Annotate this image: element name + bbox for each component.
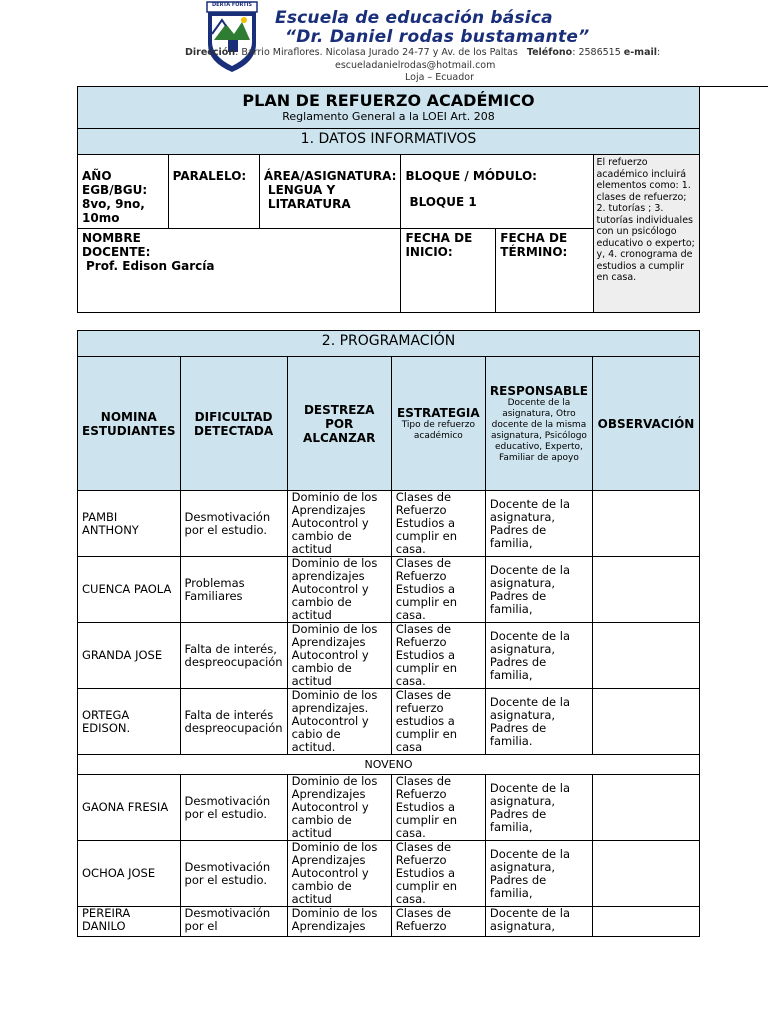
estrategia-cell: Clases de Refuerzo Estudios a cumplir en casa. <box>391 557 485 623</box>
paralelo-cell <box>168 155 259 229</box>
dificultad-cell: Problemas Familiares <box>180 557 287 623</box>
destreza-cell: Dominio de los aprendizajes Autocontrol y cambio de actitud <box>287 557 391 623</box>
dificultad-cell: Desmotivación por el estudio. <box>180 775 287 841</box>
table-row <box>78 907 700 937</box>
table-row <box>78 841 700 907</box>
plan-subtitle: Reglamento General a la LOEI Art. 208 <box>282 110 495 123</box>
responsable-cell: Docente de la asignatura, Padres de familia, <box>485 623 592 689</box>
student-name: ORTEGA EDISON. <box>78 689 181 755</box>
col-estrategia-sub: Tipo de refuerzo académico <box>401 419 475 441</box>
observacion-cell <box>592 623 699 689</box>
address-label: Dirección <box>185 47 236 58</box>
col-dificultad: DIFICULTAD DETECTADA <box>180 357 287 491</box>
responsable-cell: Docente de la asignatura, Padres de familia, <box>485 557 592 623</box>
divider <box>700 86 768 87</box>
estrategia-cell: Clases de Refuerzo Estudios a cumplir en casa. <box>391 491 485 557</box>
student-name: PEREIRA DANILO <box>78 907 181 937</box>
school-name: “Dr. Daniel rodas bustamante” <box>285 27 590 47</box>
anio-value: 8vo, 9no, 10mo <box>82 197 145 225</box>
student-name: CUENCA PAOLA <box>78 557 181 623</box>
table-row <box>78 623 700 689</box>
student-name: GRANDA JOSE <box>78 623 181 689</box>
section2-title: 2. PROGRAMACIÓN <box>78 331 700 357</box>
school-shield-icon <box>204 0 260 74</box>
col-estrategia <box>391 357 485 491</box>
fecha-inicio-cell <box>401 229 496 313</box>
phone-text: 2586515 <box>578 47 621 58</box>
phone-label: Teléfono <box>526 47 573 58</box>
observacion-cell <box>592 491 699 557</box>
estrategia-cell: Clases de Refuerzo Estudios a cumplir en casa. <box>391 841 485 907</box>
observacion-cell <box>592 557 699 623</box>
responsable-cell: Docente de la asignatura, Padres de familia, <box>485 841 592 907</box>
col-responsable <box>485 357 592 491</box>
paralelo-label: PARALELO: <box>172 169 247 183</box>
dificultad-cell: Desmotivación por el <box>180 907 287 937</box>
school-address: Dirección: Barrio Miraflores. Nicolasa Jurado 24-77 y Av. de los Paltas Teléfono: 2586515 e-mail: <box>185 47 661 58</box>
fecha-termino-label: FECHA DE TÉRMINO: <box>500 231 568 259</box>
datos-informativos-table <box>77 86 700 313</box>
estrategia-cell: Clases de Refuerzo Estudios a cumplir en casa. <box>391 623 485 689</box>
student-name: OCHOA JOSE <box>78 841 181 907</box>
estrategia-cell: Clases de Refuerzo Estudios a cumplir en casa. <box>391 775 485 841</box>
table-row <box>78 689 700 755</box>
table-row <box>78 491 700 557</box>
area-value: LENGUA Y LITARATURA <box>267 183 351 211</box>
destreza-cell: Dominio de los Aprendizajes Autocontrol y cambio de actitud <box>287 775 391 841</box>
estrategia-cell: Clases de refuerzo estudios a cumplir en casa <box>391 689 485 755</box>
responsable-cell: Docente de la asignatura, Padres de familia, <box>485 775 592 841</box>
bloque-label: BLOQUE / MÓDULO: <box>405 169 537 183</box>
docente-cell <box>78 229 401 313</box>
side-note: El refuerzo académico incluirá elementos como: 1. clases de refuerzo; 2. tutorías ; 3. tutorías individuales con un psicólogo educativo o experto; y, 4. cronograma de estudios a cumplir en casa. <box>594 155 700 313</box>
letterhead <box>0 0 768 86</box>
fecha-inicio-label: FECHA DE INICIO: <box>405 231 473 259</box>
col-observacion: OBSERVACIÓN <box>592 357 699 491</box>
school-city: Loja – Ecuador <box>405 72 475 83</box>
student-name: PAMBI ANTHONY <box>78 491 181 557</box>
observacion-cell <box>592 841 699 907</box>
programacion-table <box>77 330 700 937</box>
plan-title-cell <box>78 87 700 129</box>
plan-title: PLAN DE REFUERZO ACADÉMICO <box>242 91 535 110</box>
docente-label: NOMBRE DOCENTE: <box>82 231 151 259</box>
logo-label: DERTA FORTIS <box>212 2 252 8</box>
destreza-cell: Dominio de los Aprendizajes Autocontrol y cambio de actitud <box>287 841 391 907</box>
responsable-cell: Docente de la asignatura, Padres de familia. <box>485 689 592 755</box>
responsable-cell: Docente de la asignatura, <box>485 907 592 937</box>
fecha-termino-cell <box>496 229 594 313</box>
col-nomina: NOMINA ESTUDIANTES <box>78 357 181 491</box>
observacion-cell <box>592 689 699 755</box>
anio-cell <box>78 155 169 229</box>
student-name: GAONA FRESIA <box>78 775 181 841</box>
observacion-cell <box>592 907 699 937</box>
estrategia-cell: Clases de Refuerzo <box>391 907 485 937</box>
area-label: ÁREA/ASIGNATURA: <box>263 169 397 183</box>
table-row <box>78 775 700 841</box>
col-responsable-label: RESPONSABLE <box>489 383 588 398</box>
bloque-value: BLOQUE 1 <box>409 195 477 209</box>
area-cell <box>259 155 401 229</box>
school-type: Escuela de educación básica <box>275 8 553 28</box>
section1-title: 1. DATOS INFORMATIVOS <box>78 129 700 155</box>
destreza-cell: Dominio de los Aprendizajes Autocontrol y cambio de actitud <box>287 491 391 557</box>
address-text: Barrio Miraflores. Nicolasa Jurado 24-77 y Av. de los Paltas <box>241 47 518 58</box>
observacion-cell <box>592 775 699 841</box>
dificultad-cell: Desmotivación por el estudio. <box>180 491 287 557</box>
dificultad-cell: Falta de interés despreocupación <box>180 689 287 755</box>
col-destreza: DESTREZA POR ALCANZAR <box>287 357 391 491</box>
destreza-cell: Dominio de los Aprendizajes Autocontrol y cambio de actitud <box>287 623 391 689</box>
col-estrategia-label: ESTRATEGIA <box>397 405 480 420</box>
dificultad-cell: Falta de interés, despreocupación <box>180 623 287 689</box>
col-responsable-sub: Docente de la asignatura, Otro docente de la misma asignatura, Psicólogo educativo, Experto, Familiar de apoyo <box>490 397 587 463</box>
bloque-cell <box>401 155 594 229</box>
group-label: NOVENO <box>78 755 700 775</box>
email-label: e-mail <box>623 47 657 58</box>
school-email: escueladanielrodas@hotmail.com <box>335 60 496 71</box>
table-row <box>78 557 700 623</box>
responsable-cell: Docente de la asignatura, Padres de familia, <box>485 491 592 557</box>
anio-label: AÑO EGB/BGU: <box>82 169 148 197</box>
dificultad-cell: Desmotivación por el estudio. <box>180 841 287 907</box>
docente-value: Prof. Edison García <box>86 259 215 273</box>
destreza-cell: Dominio de los aprendizajes. Autocontrol y cabio de actitud. <box>287 689 391 755</box>
destreza-cell: Dominio de los Aprendizajes <box>287 907 391 937</box>
